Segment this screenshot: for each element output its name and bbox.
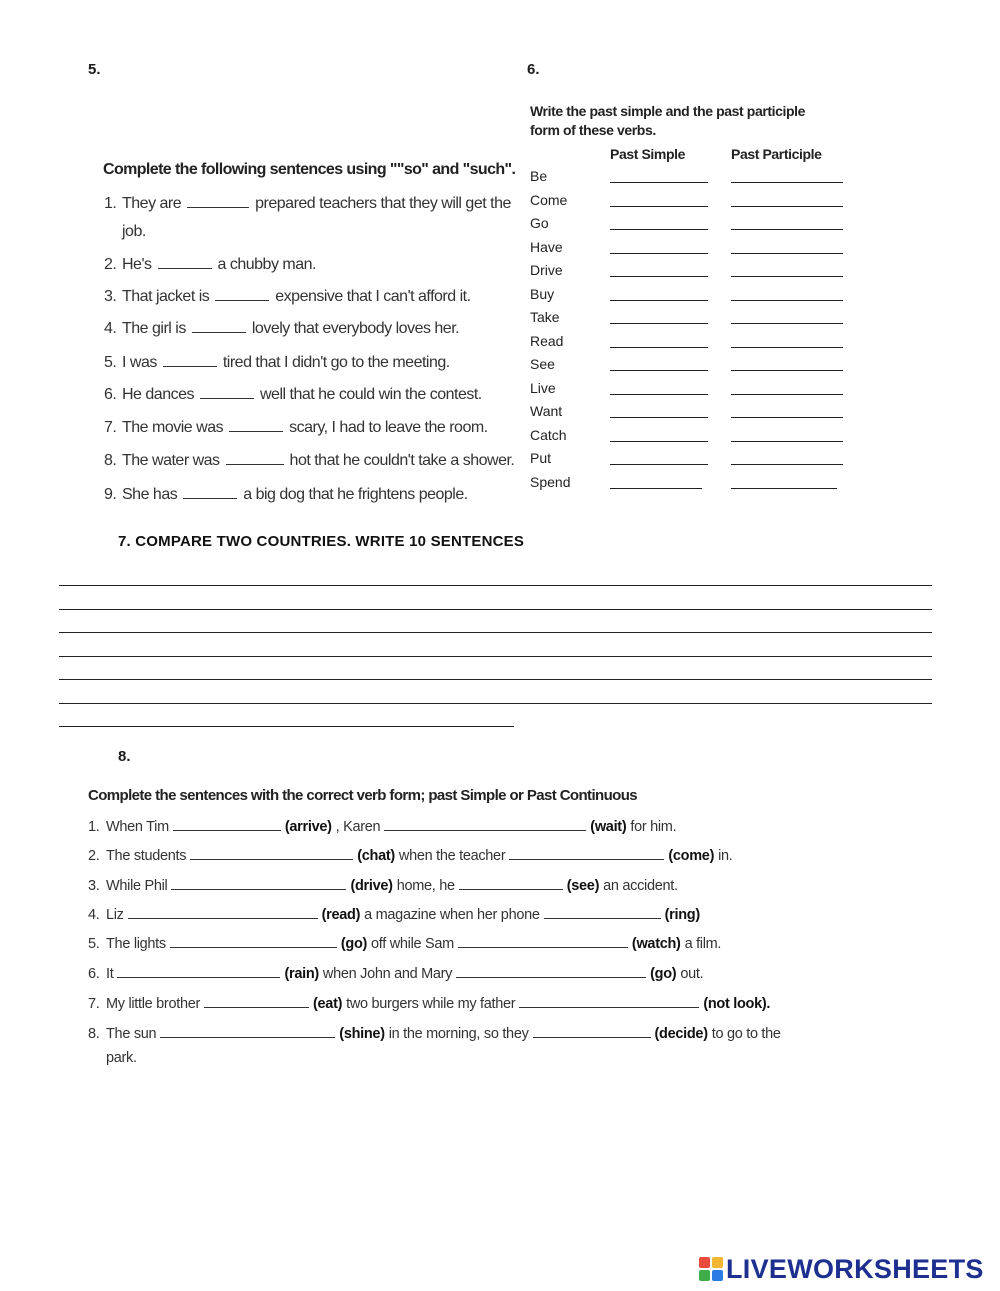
past-simple-blank[interactable] [610,323,708,324]
past-participle-blank[interactable] [731,300,843,301]
verb-want: Want [530,403,563,419]
sentence-part: a magazine when her phone [364,907,540,923]
exercise-8-item [88,906,700,923]
item-number: 7. [104,419,117,436]
answer-blank[interactable] [158,256,212,269]
sentence-part: off while Sam [371,936,454,952]
verb-buy: Buy [530,285,555,302]
verb-hint: (arrive) [284,819,332,835]
item-number: 6. [88,966,100,982]
answer-blank[interactable] [544,906,661,919]
sentence-start: She has [122,486,178,503]
item-number: 4. [104,320,117,337]
sentence-end: tired that I didn't go to the meeting. [222,354,450,371]
sentence-part: It [106,966,114,982]
writing-line[interactable] [59,609,932,610]
exercise-5-item [104,354,450,372]
sentence-end: a chubby man. [217,256,316,273]
sentence-start: The girl is [122,320,186,337]
sentence-part: The lights [106,936,166,952]
sentence-part: When Tim [106,819,169,835]
exercise-8-item [88,965,703,982]
verb-go: Go [530,215,549,231]
verb-hint: (see) [566,878,600,894]
verb-hint: (ring) [664,907,700,923]
verb-hint: (not look). [703,996,771,1012]
sentence-part: for him. [630,819,677,835]
past-simple-blank[interactable] [610,464,708,465]
exercise-5-item [104,256,316,274]
answer-blank[interactable] [200,386,254,399]
exercise-8-item [88,995,770,1012]
item-number: 1. [88,819,100,835]
sentence-end: scary, I had to leave the room. [289,419,488,436]
writing-line[interactable] [59,656,932,657]
sentence-part: when the teacher [398,848,506,864]
answer-blank[interactable] [459,877,563,890]
past-simple-blank[interactable] [610,370,708,371]
sentence-end: hot that he couldn't take a shower. [289,452,515,469]
verb-drive: Drive [530,262,563,278]
item-number: 7. [88,996,100,1012]
past-participle-blank[interactable] [731,347,843,348]
exercise-8-item [88,847,733,864]
answer-blank[interactable] [533,1025,651,1038]
sentence-part: My little brother [106,996,201,1012]
sentence-part: Liz [106,907,124,923]
sentence-end: a big dog that he frightens people. [243,486,468,503]
writing-line[interactable] [59,585,932,586]
verb-hint: (shine) [339,1026,385,1042]
answer-blank[interactable] [190,847,353,860]
verb-hint: (come) [668,848,715,864]
writing-line[interactable] [59,632,932,633]
past-participle-blank[interactable] [731,323,843,324]
past-participle-blank[interactable] [731,394,843,395]
sentence-end: expensive that I can't afford it. [275,288,471,305]
past-participle-blank[interactable] [731,441,843,442]
answer-blank[interactable] [519,995,699,1008]
exercise-5-item [104,195,511,213]
sentence-part: The students [106,848,187,864]
sentence-end: lovely that everybody loves her. [251,320,460,337]
answer-blank[interactable] [171,877,346,890]
verb-hint: (rain) [284,966,319,982]
verb-have: Have [530,238,563,255]
exercise-5-item [104,320,459,338]
exercise-8-title: Complete the sentences with the correct verb form; past Simple or Past Continuous [88,787,638,804]
item-number: 9. [104,486,117,503]
sentence-end: well that he could win the contest. [260,386,482,403]
answer-blank[interactable] [192,320,246,333]
exercise-5-item [122,223,146,241]
answer-blank[interactable] [163,354,217,367]
sentence-part: in the morning, so they [388,1026,529,1042]
item-number: 8. [88,1026,100,1042]
sentence-part: The sun [106,1026,157,1042]
past-participle-blank[interactable] [731,229,843,230]
exercise-7-title: 7. COMPARE TWO COUNTRIES. WRITE 10 SENTENCES [118,533,525,550]
verb-spend: Spend [530,473,571,490]
exercise-6-number: 6. [527,61,540,78]
answer-blank[interactable] [128,906,318,919]
sentence-end: prepared teachers that they will get the [255,195,511,212]
sentence-start: That jacket is [122,288,210,305]
past-simple-blank[interactable] [610,182,708,183]
past-simple-blank[interactable] [610,276,708,277]
past-participle-blank[interactable] [731,276,843,277]
liveworksheets-logo-text: LIVEWORKSHEETS [726,1254,984,1284]
past-simple-blank[interactable] [610,417,708,418]
verb-take: Take [530,309,560,325]
answer-blank[interactable] [160,1025,335,1038]
exercise-8-number: 8. [118,748,131,765]
exercise-5-item [104,288,471,306]
past-participle-blank[interactable] [731,182,843,183]
verb-hint: (go) [650,966,677,982]
past-participle-blank[interactable] [731,488,837,489]
past-simple-blank[interactable] [610,206,708,207]
column-header-past-participle: Past Participle [731,146,822,162]
exercise-8-item [88,935,721,952]
answer-blank[interactable] [187,195,249,208]
answer-blank[interactable] [117,965,280,978]
verb-hint: (go) [340,936,368,952]
verb-come: Come [530,191,568,208]
item-number: 2. [104,256,117,273]
sentence-part: While Phil [106,878,168,894]
exercise-8-item [88,1025,781,1042]
sentence-part: in. [718,848,733,864]
sentence-start: He's [122,256,152,273]
verb-hint: (chat) [357,848,395,864]
past-participle-blank[interactable] [731,417,843,418]
verb-catch: Catch [530,426,567,443]
item-number: 6. [104,386,117,403]
item-number: 5. [104,354,117,371]
answer-blank[interactable] [226,452,284,465]
answer-blank[interactable] [170,935,337,948]
exercise-5-item [104,419,488,437]
sentence-start: They are [122,195,182,212]
sentence-part: an accident. [603,878,678,894]
exercise-8-item [88,877,678,894]
sentence-part: , Karen [335,819,381,835]
past-simple-blank[interactable] [610,488,702,489]
exercise-8-item [88,818,676,835]
verb-hint: (eat) [313,996,343,1012]
liveworksheets-logo-icon [698,1256,724,1282]
exercise-5-title: Complete the following sentences using ""so" and "such". [103,161,516,178]
verb-be: Be [530,168,548,184]
item-number: 3. [104,288,117,305]
answer-blank[interactable] [173,818,281,831]
item-number: 5. [88,936,100,952]
verb-hint: (watch) [631,936,681,952]
answer-blank[interactable] [456,965,646,978]
past-participle-blank[interactable] [731,206,843,207]
answer-blank[interactable] [458,935,628,948]
verb-put: Put [530,450,552,466]
answer-blank[interactable] [204,995,309,1008]
sentence-part: to go to the [711,1026,781,1042]
item-number: 8. [104,452,117,469]
column-header-past-simple: Past Simple [610,146,685,162]
verb-live: Live [530,379,556,396]
verb-hint: (drive) [350,878,393,894]
past-participle-blank[interactable] [731,253,843,254]
answer-blank[interactable] [509,847,664,860]
verb-hint: (read) [321,907,361,923]
past-simple-blank[interactable] [610,441,708,442]
sentence-part: a film. [684,936,722,952]
exercise-5-item [104,486,468,504]
exercise-6-title-line2: form of these verbs. [530,122,656,138]
verb-see: See [530,356,555,372]
verb-hint: (decide) [654,1026,708,1042]
sentence-start: The water was [122,452,220,469]
writing-line[interactable] [59,679,932,680]
sentence-part: two burgers while my father [346,996,516,1012]
sentence-part: when John and Mary [322,966,453,982]
past-participle-blank[interactable] [731,464,843,465]
writing-line[interactable] [59,703,932,704]
exercise-5-item [104,386,482,404]
answer-blank[interactable] [229,419,283,432]
past-simple-blank[interactable] [610,300,708,301]
answer-blank[interactable] [384,818,586,831]
writing-line[interactable] [59,726,514,727]
past-participle-blank[interactable] [731,370,843,371]
sentence-start: He dances [122,386,194,403]
item-number: 2. [88,848,100,864]
sentence-start: The movie was [122,419,224,436]
answer-blank[interactable] [215,288,269,301]
verb-hint: (wait) [590,819,627,835]
sentence-start: job. [122,223,146,240]
item-number: 3. [88,878,100,894]
exercise-6-title [530,102,805,140]
exercise-5-item [104,452,514,470]
exercise-5-number: 5. [88,61,101,78]
past-simple-blank[interactable] [610,253,708,254]
past-simple-blank[interactable] [610,229,708,230]
past-simple-blank[interactable] [610,347,708,348]
sentence-start: I was [122,354,157,371]
exercise-6-title-line1: Write the past simple and the past participle [530,103,806,119]
verb-read: Read [530,332,564,349]
sentence-part: out. [680,966,704,982]
item-number: 4. [88,907,100,923]
answer-blank[interactable] [183,486,237,499]
exercise-8-tail: park. [106,1050,137,1066]
sentence-part: home, he [396,878,455,894]
item-number: 1. [104,195,117,212]
past-simple-blank[interactable] [610,394,708,395]
